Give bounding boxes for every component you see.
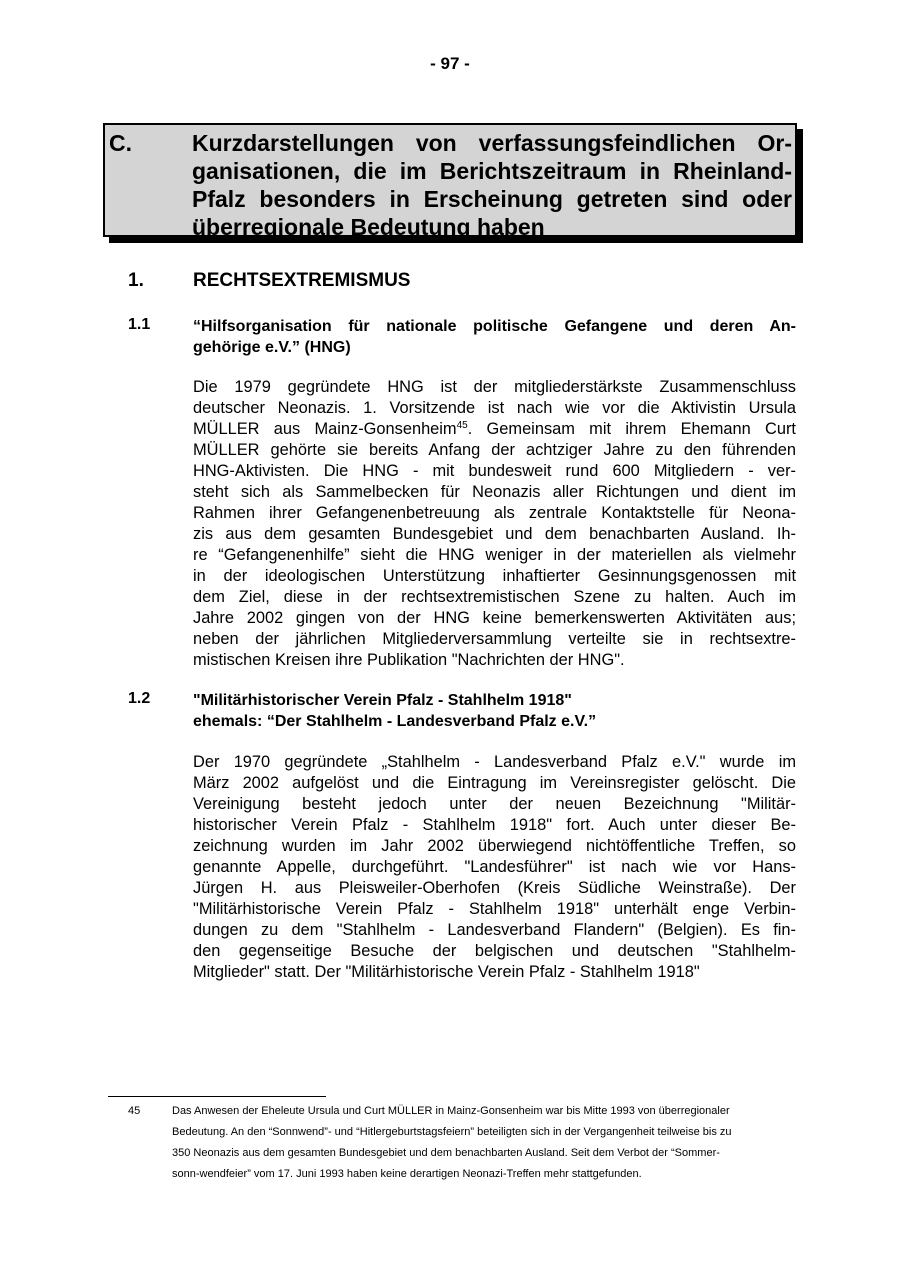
section-title-line: “Hilfsorganisation für nationale politische Gefangene und deren An- [193, 318, 796, 335]
paragraph-line [193, 419, 796, 440]
paragraph-line: zeichnung wurden im Jahr 2002 überwiegend nichtöffentliche Treffen, so [193, 837, 796, 855]
page-number: - 97 - [430, 54, 470, 73]
chapter-title-line: Pfalz besonders in Erscheinung getreten sind oder [192, 186, 792, 212]
paragraph-line: "Militärhistorische Verein Pfalz - Stahlhelm 1918" unterhält enge Verbin- [193, 900, 796, 918]
footnote-line: 350 Neonazis aus dem gesamten Bundesgebiet und dem benachbarten Ausland. Seit dem Verbot der “Sommer- [172, 1147, 720, 1159]
section-1-number: 1. [128, 270, 144, 291]
section-1-2-number: 1.2 [128, 690, 151, 707]
chapter-title [192, 129, 792, 241]
paragraph-line: Jürgen H. aus Pleisweiler-Oberhofen (Kreis Südliche Weinstraße). Der [193, 879, 796, 897]
paragraph-line-part: MÜLLER aus Mainz-Gonsenheim [193, 420, 457, 438]
section-1-title: RECHTSEXTREMISMUS [193, 270, 411, 291]
footnote-line: Das Anwesen der Eheleute Ursula und Curt MÜLLER in Mainz-Gonsenheim war bis Mitte 1993 von überregionaler [172, 1105, 730, 1117]
paragraph-line: HNG-Aktivisten. Die HNG - mit bundesweit rund 600 Mitgliedern - ver- [193, 462, 796, 480]
paragraph-line: Rahmen ihrer Gefangenenbetreuung als zentrale Kontaktstelle für Neona- [193, 504, 796, 522]
paragraph-line: Der 1970 gegründete „Stahlhelm - Landesverband Pfalz e.V." wurde im [193, 753, 796, 771]
paragraph-line: in der ideologischen Unterstützung inhaftierter Gesinnungsgenossen mit [193, 567, 796, 585]
section-title-line: ehemals: “Der Stahlhelm - Landesverband Pfalz e.V.” [193, 713, 597, 730]
section-1-2-paragraph [193, 752, 796, 983]
paragraph-line: historischer Verein Pfalz - Stahlhelm 1918" fort. Auch unter dieser Be- [193, 816, 796, 834]
paragraph-line: neben der jährlichen Mitgliederversammlung verteilte sie in rechtsextre- [193, 630, 796, 648]
section-1-2-title [193, 690, 796, 732]
paragraph-line: deutscher Neonazis. 1. Vorsitzende ist nach wie vor die Aktivistin Ursula [193, 399, 796, 417]
chapter-letter: C. [109, 130, 132, 156]
footnote-reference[interactable]: 45 [456, 420, 468, 431]
paragraph-line: MÜLLER gehörte sie bereits Anfang der achtziger Jahre zu den führenden [193, 441, 796, 459]
paragraph-line: Vereinigung besteht jedoch unter der neuen Bezeichnung "Militär- [193, 795, 796, 813]
paragraph-line: dungen zu dem "Stahlhelm - Landesverband Flandern" (Belgien). Es fin- [193, 921, 796, 939]
section-title-line: "Militärhistorischer Verein Pfalz - Stahlhelm 1918" [193, 692, 572, 709]
footnote-line: Bedeutung. An den “Sonnwend”- und “Hitlergeburtstagsfeiern” beteiligten sich in der Vergangenheit teilweise bis zu [172, 1126, 732, 1138]
chapter-title-line: ganisationen, die im Berichtszeitraum in Rheinland- [192, 158, 792, 184]
paragraph-line: re “Gefangenenhilfe” sieht die HNG weniger in der materiellen als vielmehr [193, 546, 796, 564]
paragraph-line: Jahre 2002 gingen von der HNG keine bemerkenswerten Aktivitäten aus; [193, 609, 796, 627]
section-1-1-number: 1.1 [128, 316, 151, 333]
footnote-number: 45 [128, 1105, 141, 1117]
paragraph-line: März 2002 aufgelöst und die Eintragung im Vereinsregister gelöscht. Die [193, 774, 796, 792]
footnote-divider [108, 1096, 326, 1097]
paragraph-line: Mitglieder" statt. Der "Militärhistorische Verein Pfalz - Stahlhelm 1918" [193, 963, 700, 981]
paragraph-line: genannte Appelle, durchgeführt. "Landesführer" ist nach wie vor Hans- [193, 858, 796, 876]
paragraph-line-part: . Gemeinsam mit ihrem Ehemann Curt [467, 420, 796, 438]
footnote-line: sonn-wendfeier” vom 17. Juni 1993 haben keine derartigen Neonazi-Treffen mehr stattgefunden. [172, 1168, 642, 1180]
paragraph-line: den gegenseitige Besuche der belgischen und deutschen "Stahlhelm- [193, 942, 796, 960]
paragraph-line: zis aus dem gesamten Bundesgebiet und dem benachbarten Ausland. Ih- [193, 525, 796, 543]
chapter-title-line: überregionale Bedeutung haben [192, 214, 545, 240]
section-title-line: gehörige e.V.” (HNG) [193, 339, 351, 356]
section-1-1-title [193, 316, 796, 358]
paragraph-line: dem Ziel, diese in der rechtsextremistischen Szene zu halten. Auch im [193, 588, 796, 606]
footnote-text [172, 1101, 792, 1185]
paragraph-line: steht sich als Sammelbecken für Neonazis aller Richtungen und dient im [193, 483, 796, 501]
chapter-heading-box [103, 123, 797, 240]
chapter-title-line: Kurzdarstellungen von verfassungsfeindlichen Or- [192, 130, 792, 156]
section-1-1-paragraph [193, 377, 796, 671]
paragraph-line: mistischen Kreisen ihre Publikation "Nachrichten der HNG". [193, 651, 625, 669]
paragraph-line: Die 1979 gegründete HNG ist der mitgliederstärkste Zusammenschluss [193, 378, 796, 396]
